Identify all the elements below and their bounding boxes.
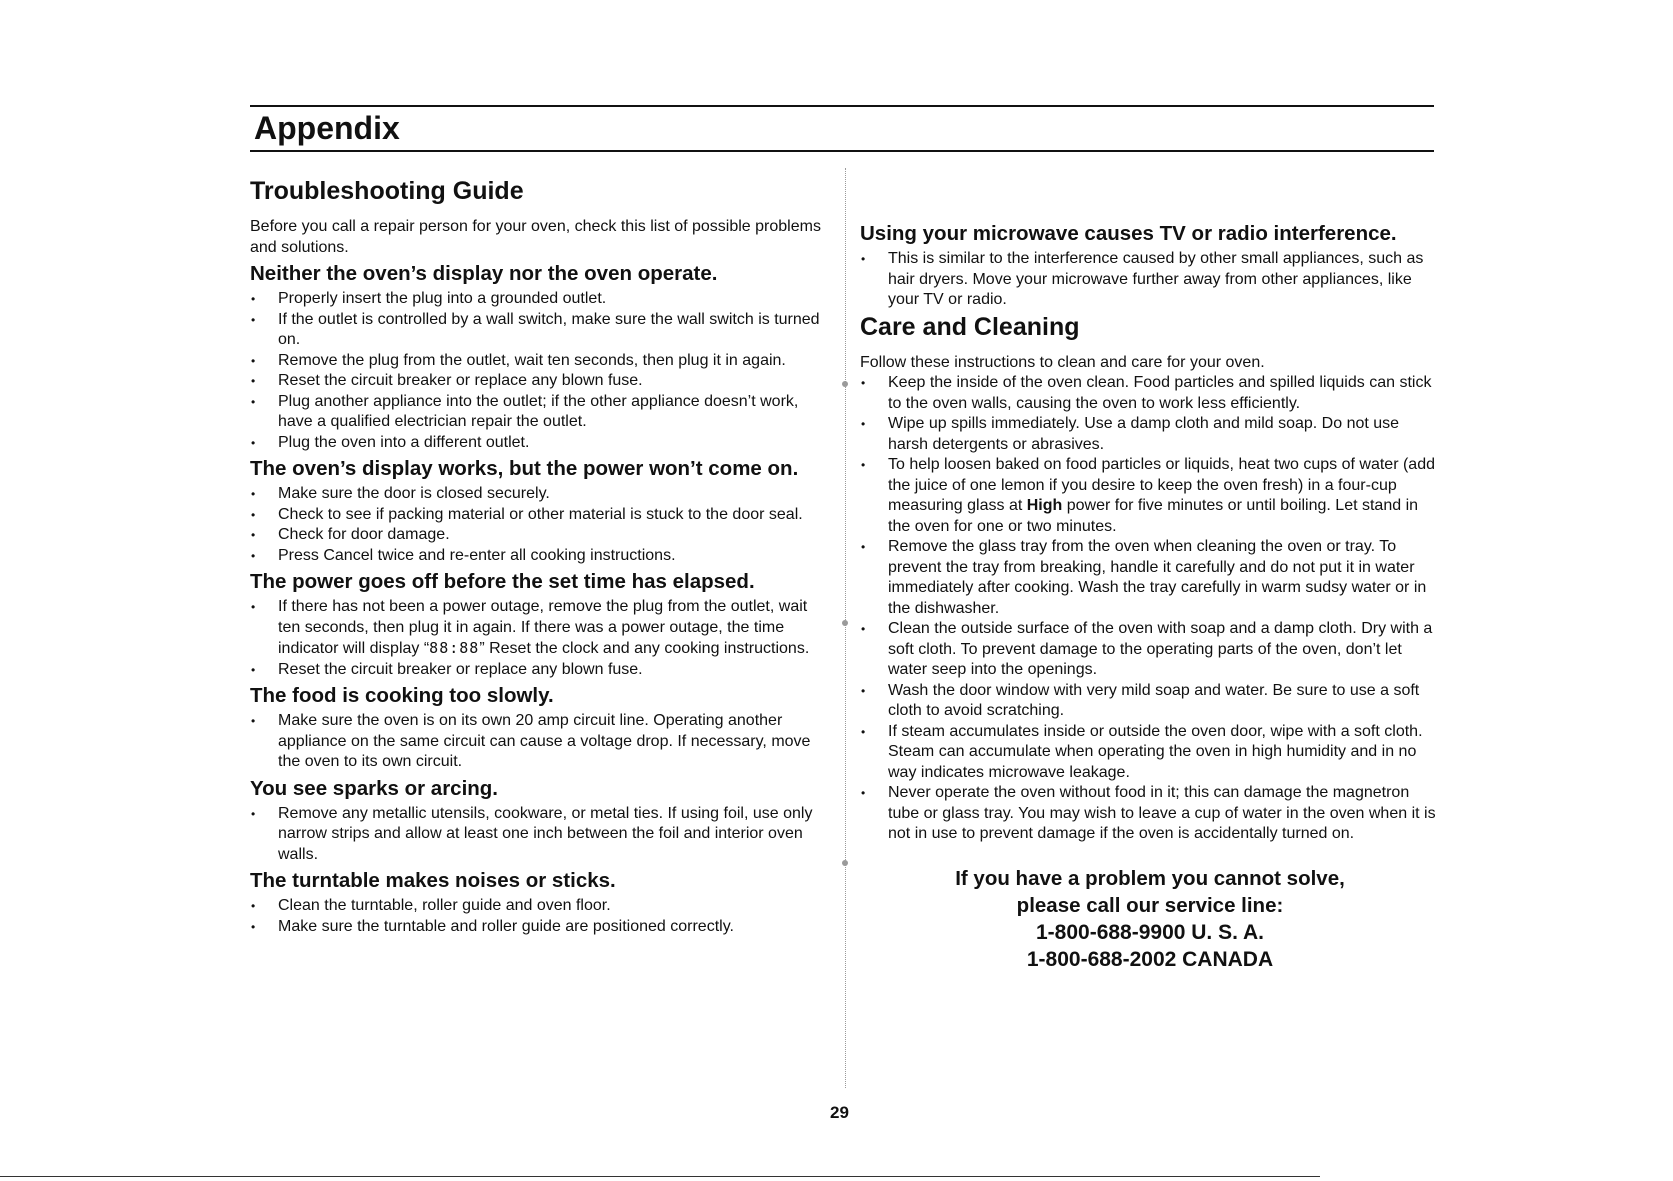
care-title: Care and Cleaning [860, 312, 1080, 341]
service-line-2: please call our service line: [1016, 893, 1284, 917]
solution-list [860, 249, 1440, 311]
list-item: • Plug another appliance into the outlet; if the other appliance doesn’t work, have a qualified electrician repair the outlet. [250, 392, 822, 433]
list-item: • Clean the outside surface of the oven with soap and a damp cloth. Dry with a soft cloth. To prevent damage to the operating parts of the oven, don’t let water seep into the openings. [860, 619, 1440, 681]
solution-list [250, 484, 822, 566]
list-item: • Make sure the oven is on its own 20 amp circuit line. Operating another appliance on the same circuit can cause a voltage drop. If necessary, move the oven to its own circuit. [250, 711, 822, 773]
list-item: • Make sure the turntable and roller guide are positioned correctly. [250, 917, 822, 938]
troubleshooting-title: Troubleshooting Guide [250, 177, 524, 205]
list-item: • Keep the inside of the oven clean. Food particles and spilled liquids can stick to the oven walls, causing the oven to work less efficiently. [860, 373, 1440, 414]
list-item-text: power for five minutes or until boiling. Let stand in the oven for one or two minutes. [888, 497, 1419, 535]
problem-heading: The turntable makes noises or sticks. [250, 869, 616, 892]
problem-heading: Using your microwave causes TV or radio interference. [860, 222, 1397, 245]
phone-usa: 1-800-688-9900 U. S. A. [1035, 920, 1265, 944]
list-item: • Remove the plug from the outlet, wait ten seconds, then plug it in again. [250, 351, 822, 372]
section-title: Appendix [254, 110, 400, 146]
page-number: 29 [830, 1103, 849, 1122]
display-code: 88:88 [429, 639, 480, 657]
list-item: • Clean the turntable, roller guide and oven floor. [250, 896, 822, 917]
list-item: • Never operate the oven without food in it; this can damage the magnetron tube or glass tray. You may wish to leave a cup of water in the oven when it is not in use to prevent damage if the oven is accidentally turned on. [860, 783, 1440, 845]
column-divider [845, 168, 846, 1088]
care-intro: Follow these instructions to clean and care for your oven. [860, 353, 1265, 371]
list-item-text: If there has not been a power outage, remove the plug from the outlet, wait ten seconds, then plug it in again. If there was a power outage, the time indicator will display “ [278, 598, 808, 657]
list-item: • Wipe up spills immediately. Use a damp cloth and mild soap. Do not use harsh detergents or abrasives. [860, 414, 1440, 455]
list-item: • Press Cancel twice and re-enter all cooking instructions. [250, 546, 822, 567]
solution-list [250, 896, 822, 937]
header-rule-top [250, 105, 1434, 107]
footer-rule [0, 1176, 1320, 1177]
list-item: • If steam accumulates inside or outside the oven door, wipe with a soft cloth. Steam can accumulate when operating the oven in high humidity and in no way indicates microwave leakage. [860, 722, 1440, 784]
header-rule-bottom [250, 150, 1434, 152]
list-item: • Wash the door window with very mild soap and water. Be sure to use a soft cloth to avoid scratching. [860, 681, 1440, 722]
solution-list [250, 804, 822, 866]
binder-hole [842, 381, 848, 387]
list-item: • Remove the glass tray from the oven when cleaning the oven or tray. To prevent the tray from breaking, handle it carefully and do not put it in water immediately after cooking. Wash the tray carefully in warm sudsy water or in the dishwasher. [860, 537, 1440, 619]
list-item: • Check to see if packing material or other material is stuck to the door seal. [250, 505, 822, 526]
list-item: • Plug the oven into a different outlet. [250, 433, 822, 454]
binder-hole [842, 620, 848, 626]
solution-list [250, 289, 822, 453]
problem-heading: The food is cooking too slowly. [250, 684, 554, 707]
list-item: • Remove any metallic utensils, cookware, or metal ties. If using foil, use only narrow strips and allow at least one inch between the foil and interior oven walls. [250, 804, 822, 866]
service-line-1: If you have a problem you cannot solve, [955, 866, 1345, 890]
list-item [860, 455, 1440, 537]
solution-list [250, 711, 822, 773]
binder-hole [842, 860, 848, 866]
problem-heading: The oven’s display works, but the power won’t come on. [250, 457, 799, 480]
problem-heading: Neither the oven’s display nor the oven operate. [250, 262, 718, 285]
list-item: • Properly insert the plug into a grounded outlet. [250, 289, 822, 310]
list-item: • If the outlet is controlled by a wall switch, make sure the wall switch is turned on. [250, 310, 822, 351]
phone-canada: 1-800-688-2002 CANADA [1026, 947, 1274, 971]
problem-heading: The power goes off before the set time has elapsed. [250, 570, 755, 593]
solution-list [250, 597, 822, 680]
power-level-label: High [1026, 497, 1063, 514]
care-list [860, 373, 1440, 845]
list-item: • Check for door damage. [250, 525, 822, 546]
list-item-text: To help loosen baked on food particles or liquids, heat two cups of water (add the juice of one lemon if you desire to keep the oven fresh) in a four-cup measuring glass at [888, 456, 1435, 514]
list-item: • This is similar to the interference caused by other small appliances, such as hair dryers. Move your microwave further away from other appliances, like your TV or radio. [860, 249, 1440, 311]
list-item: • Reset the circuit breaker or replace any blown fuse. [250, 660, 822, 681]
problem-heading: You see sparks or arcing. [250, 776, 499, 800]
list-item-text: ” Reset the clock and any cooking instructions. [479, 640, 810, 657]
left-column [250, 175, 822, 937]
list-item [250, 597, 822, 660]
list-item: • Make sure the door is closed securely. [250, 484, 822, 505]
service-callout [860, 865, 1440, 973]
list-item: • Reset the circuit breaker or replace any blown fuse. [250, 371, 822, 392]
right-column [860, 221, 1440, 973]
troubleshooting-intro: Before you call a repair person for your oven, check this list of possible problems and solutions. [250, 218, 821, 256]
